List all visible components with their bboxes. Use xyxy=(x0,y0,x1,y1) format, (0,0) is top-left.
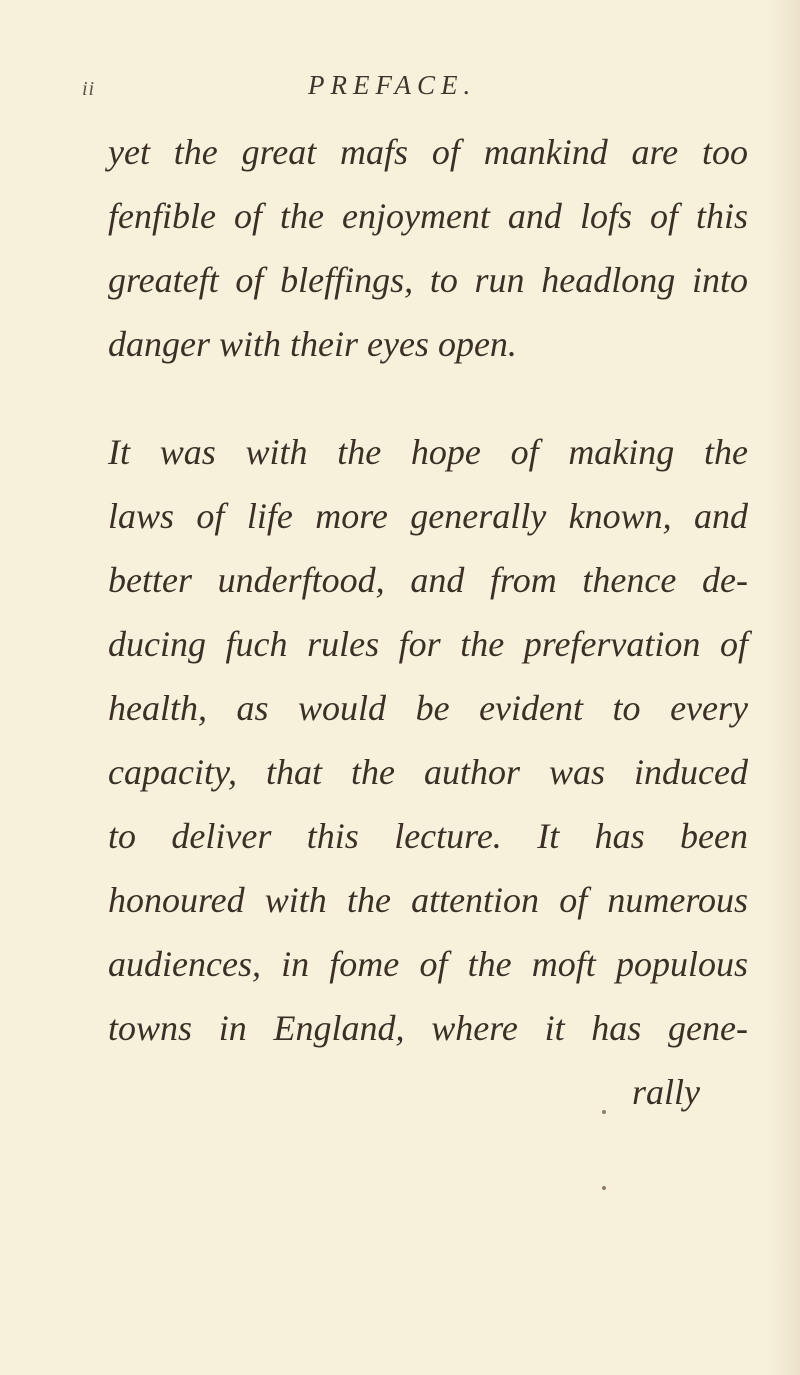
text-line: towns in England, where it has gene- xyxy=(108,1008,748,1048)
text-line: yet the great mafs of mankind are too xyxy=(108,132,748,172)
text-line: capacity, that the author was induced xyxy=(108,752,748,792)
text-line: health, as would be evident to every xyxy=(108,688,748,728)
ink-speck xyxy=(602,1110,606,1114)
ink-speck xyxy=(602,1186,606,1190)
text-line: to deliver this lecture. It has been xyxy=(108,816,748,856)
catchword: rally xyxy=(632,1072,700,1112)
text-line: audiences, in fome of the moft populous xyxy=(108,944,748,984)
paragraph-2 xyxy=(108,420,748,1060)
running-head xyxy=(0,70,800,110)
paragraph-1 xyxy=(108,120,748,376)
body-text xyxy=(108,120,748,1124)
text-line: greateft of bleffings, to run headlong into xyxy=(108,260,748,300)
text-line: It was with the hope of making the xyxy=(108,432,748,472)
text-line: better underftood, and from thence de- xyxy=(108,560,748,600)
text-line: honoured with the attention of numerous xyxy=(108,880,748,920)
text-line: danger with their eyes open. xyxy=(108,324,517,364)
paragraph-gap xyxy=(108,376,748,420)
running-title: PREFACE. xyxy=(308,70,477,100)
text-line: ducing fuch rules for the prefervation of xyxy=(108,624,748,664)
text-line: fenfible of the enjoyment and lofs of this xyxy=(108,196,748,236)
text-line: laws of life more generally known, and xyxy=(108,496,748,536)
page-number: ii xyxy=(82,78,96,100)
